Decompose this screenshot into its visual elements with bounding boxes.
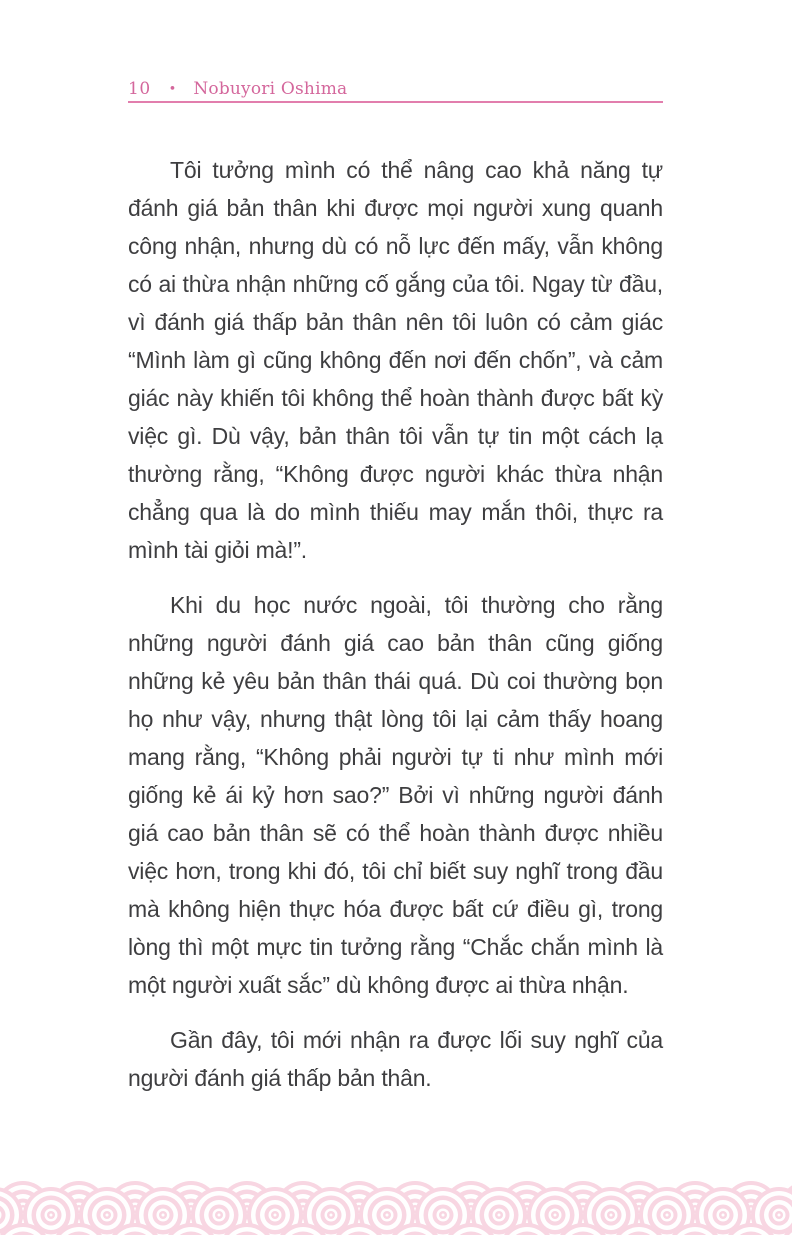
header-rule bbox=[128, 101, 663, 103]
paragraph: Tôi tưởng mình có thể nâng cao khả năng tự đánh giá bản thân khi được mọi người xung quanh công nhận, nhưng dù có nỗ lực đến mấy, vẫn không có ai thừa nhận những cố gắng của tôi. Ngay từ đầu, vì đánh giá thấp bản thân nên tôi luôn có cảm giác “Mình làm gì cũng không đến nơi đến chốn”, và cảm giác này khiến tôi không thể hoàn thành được bất kỳ việc gì. Dù vậy, bản thân tôi vẫn tự tin một cách lạ thường rằng, “Không được người khác thừa nhận chẳng qua là do mình thiếu may mắn thôi, thực ra mình tài giỏi mà!”. bbox=[128, 157, 663, 563]
page-body bbox=[128, 151, 663, 1114]
author-name: Nobuyori Oshima bbox=[193, 79, 348, 99]
bullet-separator-icon: • bbox=[168, 82, 177, 97]
page-number: 10 bbox=[128, 79, 151, 99]
paragraph: Gần đây, tôi mới nhận ra được lối suy nghĩ của người đánh giá thấp bản thân. bbox=[128, 1027, 663, 1091]
page-header bbox=[128, 79, 663, 99]
seigaiha-wave-decoration-icon bbox=[0, 1179, 792, 1235]
paragraph: Khi du học nước ngoài, tôi thường cho rằng những người đánh giá cao bản thân cũng giống những kẻ yêu bản thân thái quá. Dù coi thường bọn họ như vậy, nhưng thật lòng tôi lại cảm thấy hoang mang rằng, “Không phải người tự ti như mình mới giống kẻ ái kỷ hơn sao?” Bởi vì những người đánh giá cao bản thân sẽ có thể hoàn thành được nhiều việc hơn, trong khi đó, tôi chỉ biết suy nghĩ trong đầu mà không hiện thực hóa được bất cứ điều gì, trong lòng thì một mực tin tưởng rằng “Chắc chắn mình là một người xuất sắc” dù không được ai thừa nhận. bbox=[128, 592, 663, 998]
